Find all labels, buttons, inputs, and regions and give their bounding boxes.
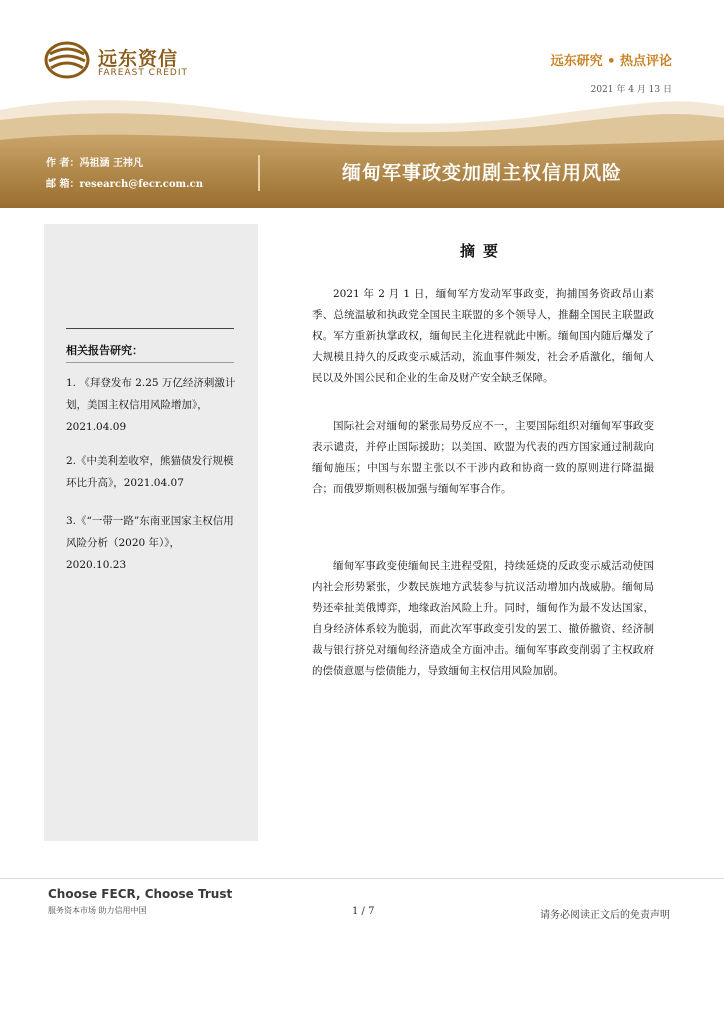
abstract-paragraph: 缅甸军事政变使缅甸民主进程受阻，持续延烧的反政变示威活动使国内社会形势紧张，少数民族地方武装参与抗议活动增加内战威胁。缅甸局势还牵扯美俄博弈，地缘政治风险上升。同时，缅甸作为最不发达国家，自身经济体系较为脆弱，而此次军事政变引发的罢工、撤侨撤资、经济制裁与银行挤兑对缅甸经济造成全方面冲击。缅甸军事政变削弱了主权政府的偿债意愿与偿债能力，导致缅甸主权信用风险加剧。 xyxy=(312,560,654,677)
report-date: 2021 年 4 月 13 日 xyxy=(590,85,672,95)
fareast-credit-logo-icon xyxy=(44,40,90,80)
footer-slogan-cn: 服务资本市场 助力信用中国 xyxy=(48,906,147,915)
related-reports-heading: 相关报告研究： xyxy=(66,344,143,357)
abstract-heading: 摘要 xyxy=(459,242,506,260)
brand-name-en: FAREAST CREDIT xyxy=(98,68,188,78)
sidebar-heading-rule xyxy=(66,362,234,363)
disclaimer-note: 请务必阅读正文后的免责声明 xyxy=(540,910,670,921)
abstract-paragraph: 国际社会对缅甸的紧张局势反应不一，主要国际组织对缅甸军事政变表示谴责，并停止国际援助；以美国、欧盟为代表的西方国家通过制裁向缅甸施压；中国与东盟主张以不干涉内政和协商一致的原则进行降温撮合；而俄罗斯则积极加强与缅甸军事合作。 xyxy=(312,420,654,495)
author-line: 作 者：冯祖涵 王祎凡 xyxy=(46,158,143,169)
footer-slogan-en: Choose FECR, Choose Trust xyxy=(48,887,233,901)
abstract-paragraph: 2021 年 2 月 1 日，缅甸军方发动军事政变，拘捕国务资政昂山素季、总统温敏和执政党全国民主联盟的多个领导人，推翻全国民主联盟政权。军方重新执掌政权，缅甸民主化进程就此中断。缅甸国内随后爆发了大规模且持久的反政变示威活动，流血事件频发，社会矛盾激化，缅甸人民以及外国公民和企业的生命及财产安全缺乏保障。 xyxy=(312,288,654,384)
report-title: 缅甸军事政变加剧主权信用风险 xyxy=(341,162,622,184)
company-logo xyxy=(44,40,204,86)
related-report-item[interactable]: 1. 《拜登发布 2.25 万亿经济刺激计划，美国主权信用风险增加》，2021.04.09 xyxy=(66,377,236,433)
related-report-item[interactable]: 2.《中美利差收窄，熊猫债发行规模环比升高》，2021.04.07 xyxy=(66,455,234,489)
brand-name-cn: 远东资信 xyxy=(98,48,179,70)
footer-rule xyxy=(0,878,724,879)
report-series: 远东研究 • 热点评论 xyxy=(550,54,672,69)
page-number: 1 / 7 xyxy=(352,906,375,917)
related-report-item[interactable]: 3.《“一带一路”东南亚国家主权信用风险分析（2020 年）》，2020.10.23 xyxy=(66,515,234,571)
header-banner xyxy=(0,96,724,208)
email-line: 邮 箱：research@fecr.com.cn xyxy=(46,179,203,190)
sidebar-top-rule xyxy=(66,328,234,329)
related-reports-sidebar xyxy=(44,224,258,841)
